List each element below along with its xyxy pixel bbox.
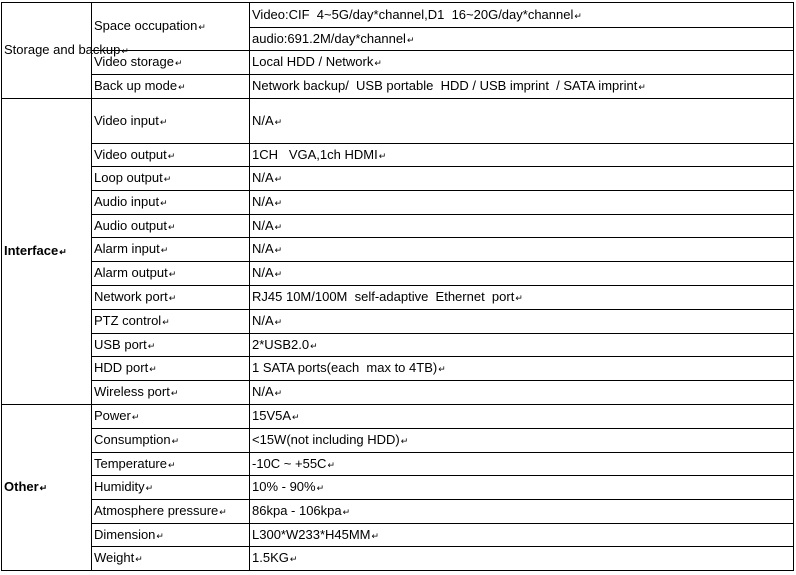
spec-label-cell bbox=[92, 453, 250, 476]
paragraph-mark-icon: ↵ bbox=[310, 340, 318, 351]
table-row bbox=[2, 262, 794, 286]
spec-label: Wireless port bbox=[94, 384, 170, 399]
paragraph-mark-icon: ↵ bbox=[316, 483, 325, 493]
paragraph-mark-icon: ↵ bbox=[147, 340, 156, 351]
spec-label-cell bbox=[92, 405, 250, 429]
paragraph-mark-icon: ↵ bbox=[168, 269, 177, 279]
spec-label-cell bbox=[92, 310, 250, 334]
spec-label-cell bbox=[92, 500, 250, 524]
group-label bbox=[2, 405, 92, 571]
paragraph-mark-icon: ↵ bbox=[289, 554, 298, 564]
spec-value-cell bbox=[250, 3, 794, 28]
table-row bbox=[2, 429, 794, 453]
spec-value-cell bbox=[250, 99, 794, 144]
spec-value-cell bbox=[250, 429, 794, 453]
table-row bbox=[2, 75, 794, 99]
spec-value: RJ45 10M/100M self-adaptive Ethernet port bbox=[252, 289, 515, 304]
spec-table-body bbox=[2, 3, 794, 571]
paragraph-mark-icon: ↵ bbox=[170, 388, 179, 398]
spec-value-cell bbox=[250, 51, 794, 75]
paragraph-mark-icon: ↵ bbox=[274, 269, 283, 279]
spec-value: 10% - 90% bbox=[252, 479, 316, 494]
spec-label-cell bbox=[92, 429, 250, 453]
spec-value: 86kpa - 106kpa bbox=[252, 503, 342, 518]
spec-label-cell bbox=[92, 99, 250, 144]
spec-value-cell bbox=[250, 191, 794, 215]
paragraph-mark-icon: ↵ bbox=[171, 436, 180, 446]
spec-label: HDD port bbox=[94, 360, 149, 375]
paragraph-mark-icon: ↵ bbox=[167, 459, 176, 470]
spec-label-cell bbox=[92, 75, 250, 99]
paragraph-mark-icon: ↵ bbox=[121, 46, 129, 56]
paragraph-mark-icon: ↵ bbox=[59, 247, 67, 257]
spec-label: Power bbox=[94, 408, 131, 423]
paragraph-mark-icon: ↵ bbox=[274, 198, 283, 208]
spec-value-cell bbox=[250, 75, 794, 99]
paragraph-mark-icon: ↵ bbox=[168, 221, 176, 232]
spec-value-cell bbox=[250, 28, 794, 51]
spec-value: Network backup/ USB portable HDD / USB imprint / SATA imprint bbox=[252, 78, 638, 93]
paragraph-mark-icon: ↵ bbox=[219, 507, 227, 517]
spec-value: N/A bbox=[252, 170, 274, 185]
spec-label-cell bbox=[92, 286, 250, 310]
paragraph-mark-icon: ↵ bbox=[292, 412, 300, 422]
table-row bbox=[2, 51, 794, 75]
spec-value: <15W(not including HDD) bbox=[252, 432, 400, 447]
paragraph-mark-icon: ↵ bbox=[274, 317, 283, 327]
spec-value: 1.5KG bbox=[252, 550, 289, 565]
spec-label: Alarm output bbox=[94, 265, 168, 280]
group-name: Other bbox=[4, 479, 39, 494]
spec-value: audio:691.2M/day*channel bbox=[252, 30, 406, 46]
spec-label-cell bbox=[92, 476, 250, 500]
spec-label: Audio input bbox=[94, 194, 160, 209]
spec-value: N/A bbox=[252, 313, 274, 328]
spec-label-cell bbox=[92, 334, 250, 357]
paragraph-mark-icon: ↵ bbox=[167, 150, 176, 161]
spec-label: Back up mode bbox=[94, 78, 178, 93]
spec-label: Network port bbox=[94, 289, 168, 304]
spec-value: N/A bbox=[252, 194, 274, 209]
spec-value-cell bbox=[250, 286, 794, 310]
paragraph-mark-icon: ↵ bbox=[638, 82, 646, 92]
table-row bbox=[2, 381, 794, 405]
spec-label: Audio output bbox=[94, 217, 168, 233]
table-row bbox=[2, 286, 794, 310]
table-row bbox=[2, 547, 794, 571]
spec-label: Atmosphere pressure bbox=[94, 503, 219, 518]
paragraph-mark-icon: ↵ bbox=[168, 293, 177, 303]
spec-value: N/A bbox=[252, 217, 274, 233]
paragraph-mark-icon: ↵ bbox=[175, 58, 183, 68]
spec-label-cell bbox=[92, 144, 250, 167]
table-row bbox=[2, 167, 794, 191]
paragraph-mark-icon: ↵ bbox=[274, 116, 283, 127]
spec-value: -10C ~ +55C bbox=[252, 455, 327, 471]
paragraph-mark-icon: ↵ bbox=[163, 174, 172, 184]
spec-label: Weight bbox=[94, 550, 135, 565]
spec-value: N/A bbox=[252, 265, 274, 280]
spec-label-cell bbox=[92, 357, 250, 381]
spec-value: N/A bbox=[252, 112, 274, 128]
spec-value-cell bbox=[250, 381, 794, 405]
spec-value-cell bbox=[250, 453, 794, 476]
group-name: Interface bbox=[4, 243, 59, 258]
table-row bbox=[2, 357, 794, 381]
spec-value-cell bbox=[250, 310, 794, 334]
table-row bbox=[2, 215, 794, 238]
spec-label-cell bbox=[92, 547, 250, 571]
paragraph-mark-icon: ↵ bbox=[515, 293, 523, 303]
spec-value: L300*W233*H45MM bbox=[252, 526, 371, 542]
paragraph-mark-icon: ↵ bbox=[342, 507, 351, 517]
table-row bbox=[2, 334, 794, 357]
spec-value-cell bbox=[250, 405, 794, 429]
paragraph-mark-icon: ↵ bbox=[406, 34, 415, 45]
table-row bbox=[2, 500, 794, 524]
table-row bbox=[2, 310, 794, 334]
paragraph-mark-icon: ↵ bbox=[39, 483, 48, 493]
spec-label-cell bbox=[92, 381, 250, 405]
paragraph-mark-icon: ↵ bbox=[371, 530, 380, 541]
paragraph-mark-icon: ↵ bbox=[274, 221, 283, 232]
spec-value: N/A bbox=[252, 384, 274, 399]
spec-value-cell bbox=[250, 215, 794, 238]
spec-value: 15V5A bbox=[252, 408, 292, 423]
paragraph-mark-icon: ↵ bbox=[178, 82, 186, 92]
spec-label: Video input bbox=[94, 112, 159, 128]
spec-value-cell bbox=[250, 547, 794, 571]
paragraph-mark-icon: ↵ bbox=[327, 459, 335, 470]
table-row bbox=[2, 476, 794, 500]
table-row bbox=[2, 144, 794, 167]
spec-value: Local HDD / Network bbox=[252, 54, 374, 69]
paragraph-mark-icon: ↵ bbox=[274, 245, 283, 255]
spec-value-cell bbox=[250, 357, 794, 381]
paragraph-mark-icon: ↵ bbox=[374, 58, 382, 68]
paragraph-mark-icon: ↵ bbox=[160, 198, 168, 208]
paragraph-mark-icon: ↵ bbox=[574, 10, 582, 21]
spec-label-cell bbox=[92, 238, 250, 262]
paragraph-mark-icon: ↵ bbox=[400, 436, 409, 446]
paragraph-mark-icon: ↵ bbox=[198, 22, 206, 32]
table-row bbox=[2, 3, 794, 28]
spec-table bbox=[1, 2, 794, 571]
paragraph-mark-icon: ↵ bbox=[149, 364, 157, 374]
spec-value: Video:CIF 4~5G/day*channel,D1 16~20G/day*channel bbox=[252, 6, 574, 22]
paragraph-mark-icon: ↵ bbox=[159, 116, 168, 127]
table-row bbox=[2, 524, 794, 547]
spec-value: 1CH VGA,1ch HDMI bbox=[252, 146, 378, 162]
paragraph-mark-icon: ↵ bbox=[135, 554, 143, 564]
spec-label-cell bbox=[92, 215, 250, 238]
spec-label-cell bbox=[92, 51, 250, 75]
spec-value-cell bbox=[250, 500, 794, 524]
spec-label-cell bbox=[92, 262, 250, 286]
table-row bbox=[2, 405, 794, 429]
paragraph-mark-icon: ↵ bbox=[131, 412, 140, 422]
spec-value: 1 SATA ports(each max to 4TB) bbox=[252, 360, 438, 375]
paragraph-mark-icon: ↵ bbox=[378, 150, 387, 161]
spec-value: N/A bbox=[252, 241, 274, 256]
spec-value-cell bbox=[250, 476, 794, 500]
group-name: Storage and backup bbox=[4, 42, 121, 57]
spec-value-cell bbox=[250, 524, 794, 547]
spec-label: Dimension bbox=[94, 526, 156, 542]
spec-value-cell bbox=[250, 167, 794, 191]
spec-label: USB port bbox=[94, 336, 147, 352]
spec-label: Video storage bbox=[94, 54, 174, 69]
table-row bbox=[2, 238, 794, 262]
spec-label-cell bbox=[92, 191, 250, 215]
paragraph-mark-icon: ↵ bbox=[274, 388, 283, 398]
paragraph-mark-icon: ↵ bbox=[438, 364, 446, 374]
spec-value-cell bbox=[250, 238, 794, 262]
spec-label-cell bbox=[92, 524, 250, 547]
paragraph-mark-icon: ↵ bbox=[145, 483, 154, 493]
spec-label-cell bbox=[92, 167, 250, 191]
spec-value-cell bbox=[250, 144, 794, 167]
paragraph-mark-icon: ↵ bbox=[274, 174, 283, 184]
paragraph-mark-icon: ↵ bbox=[162, 317, 170, 327]
spec-label: PTZ control bbox=[94, 313, 162, 328]
spec-value-cell bbox=[250, 334, 794, 357]
spec-label: Temperature bbox=[94, 455, 167, 471]
group-label bbox=[2, 3, 129, 99]
spec-value-cell bbox=[250, 262, 794, 286]
spec-label: Space occupation bbox=[94, 18, 198, 33]
table-row bbox=[2, 453, 794, 476]
spec-value: 2*USB2.0 bbox=[252, 336, 310, 352]
paragraph-mark-icon: ↵ bbox=[160, 245, 169, 255]
spec-label: Consumption bbox=[94, 432, 171, 447]
paragraph-mark-icon: ↵ bbox=[156, 530, 164, 541]
spec-label: Video output bbox=[94, 146, 167, 162]
group-label bbox=[2, 99, 92, 405]
spec-label: Humidity bbox=[94, 479, 145, 494]
spec-label: Alarm input bbox=[94, 241, 160, 256]
spec-label: Loop output bbox=[94, 170, 163, 185]
table-row bbox=[2, 191, 794, 215]
table-row bbox=[2, 99, 794, 144]
